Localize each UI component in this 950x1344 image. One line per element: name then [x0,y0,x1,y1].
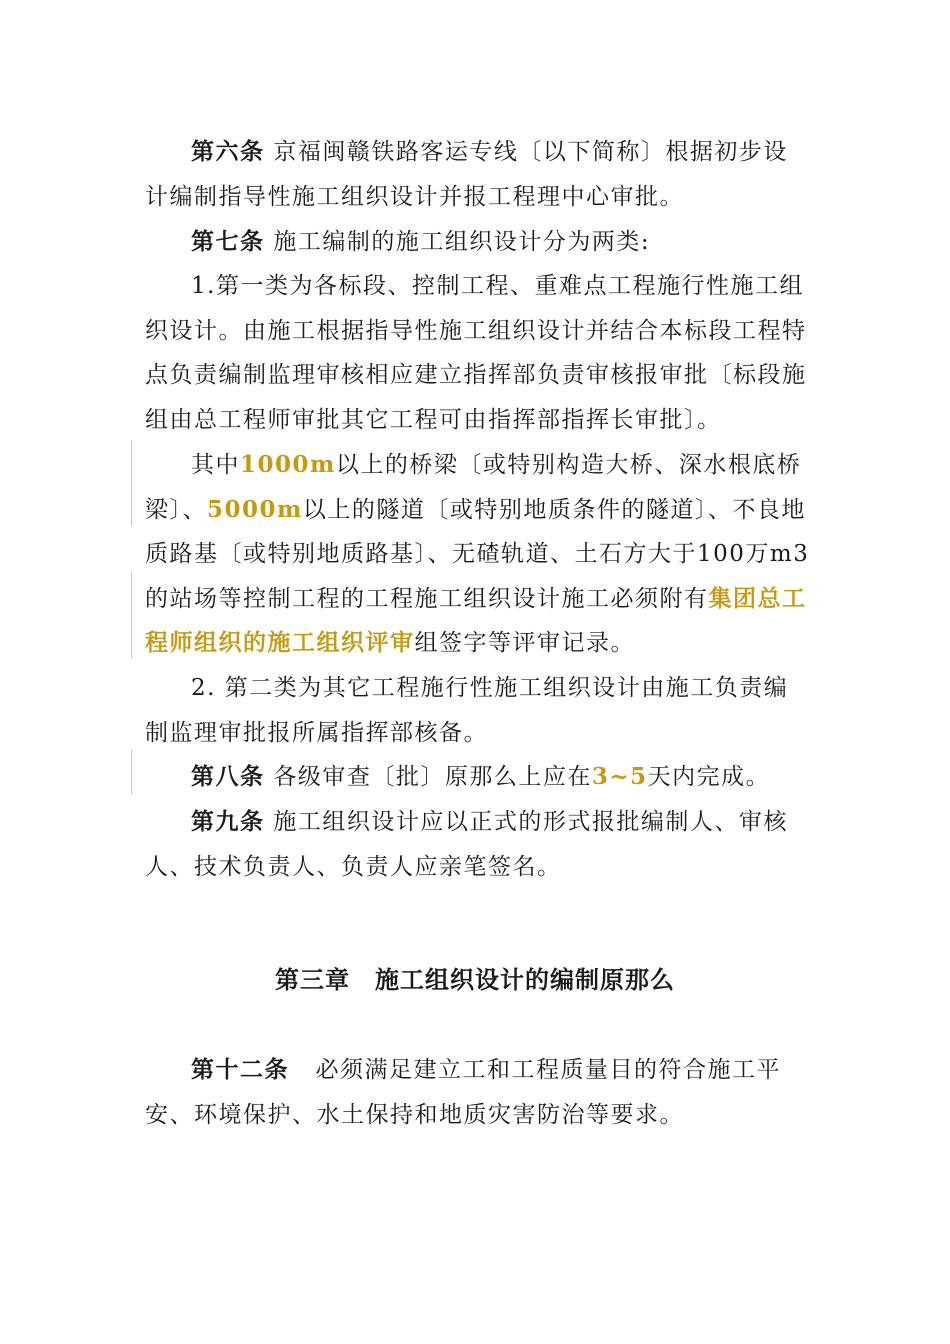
para-text-e: 以上的隧道〔或特别地质条件的隧道〕、不良地质路基〔或特别地质路基〕、无碴轨道、土石方大于100万m3的站场等控制工程的工程施工组织设计施工必须附有 [145,496,810,612]
article-9 [145,800,810,889]
revision-mark [131,750,132,794]
article-7-text: 施工编制的施工组织设计分为两类: [273,229,651,255]
article-6-label: 第六条 [191,138,265,165]
bridge-length-highlight: 1000m [240,451,336,478]
article-9-text: 施工组织设计应以正式的形式报批编制人、审核人、技术负责人、负责人应亲笔签名。 [145,809,788,880]
article-6 [145,130,810,219]
review-org-highlight: 集团总工程师组织的施工组织评审 [145,584,807,656]
item-2-text: 2. 第二类为其它工程施行性施工组织设计由施工负责编制监理审批报所属指挥部核备。 [145,675,789,746]
article-7 [145,220,810,265]
article-7-label: 第七条 [191,228,265,255]
article-8 [145,755,810,800]
revision-mark [131,572,132,658]
para-text-g: 组签字等评审记录。 [414,630,635,656]
article-12 [145,1048,810,1137]
article-12-text: 必须满足建立工和工程质量目的符合施工平安、环境保护、水土保持和地质灾害防治等要求。 [145,1057,781,1128]
item-1 [145,264,810,442]
days-highlight: 3~5 [591,763,648,790]
article-9-label: 第九条 [191,808,265,835]
article-8-text-c: 天内完成。 [647,764,771,790]
article-6-text: 京福闽赣铁路客运专线〔以下简称〕根据初步设计编制指导性施工组织设计并报工程理中心审批。 [145,139,788,210]
para-text-a: 其中 [191,452,240,478]
article-8-text-a: 各级审查〔批〕原那么上应在 [273,764,592,790]
revision-mark [131,440,132,526]
item-2 [145,666,810,755]
chapter-title: 第三章 施工组织设计的编制原那么 [275,965,675,994]
control-works-paragraph [145,443,810,666]
para-text-c: 以上的桥梁〔或特别构造大桥、深水根底桥梁〕、 [145,452,802,523]
tunnel-length-highlight: 5000m [207,495,303,523]
article-8-label: 第八条 [191,763,265,790]
article-12-label: 第十二条 [191,1056,289,1083]
item-1-text: 1.第一类为各标段、控制工程、重难点工程施行性施工组织设计。由施工根据指导性施工组织设计并结合本标段工程特点负责编制监理审核相应建立指挥部负责审核报审批〔标段施组由总工程师审批其它工程可由指挥部指挥长审批〕。 [145,273,807,433]
